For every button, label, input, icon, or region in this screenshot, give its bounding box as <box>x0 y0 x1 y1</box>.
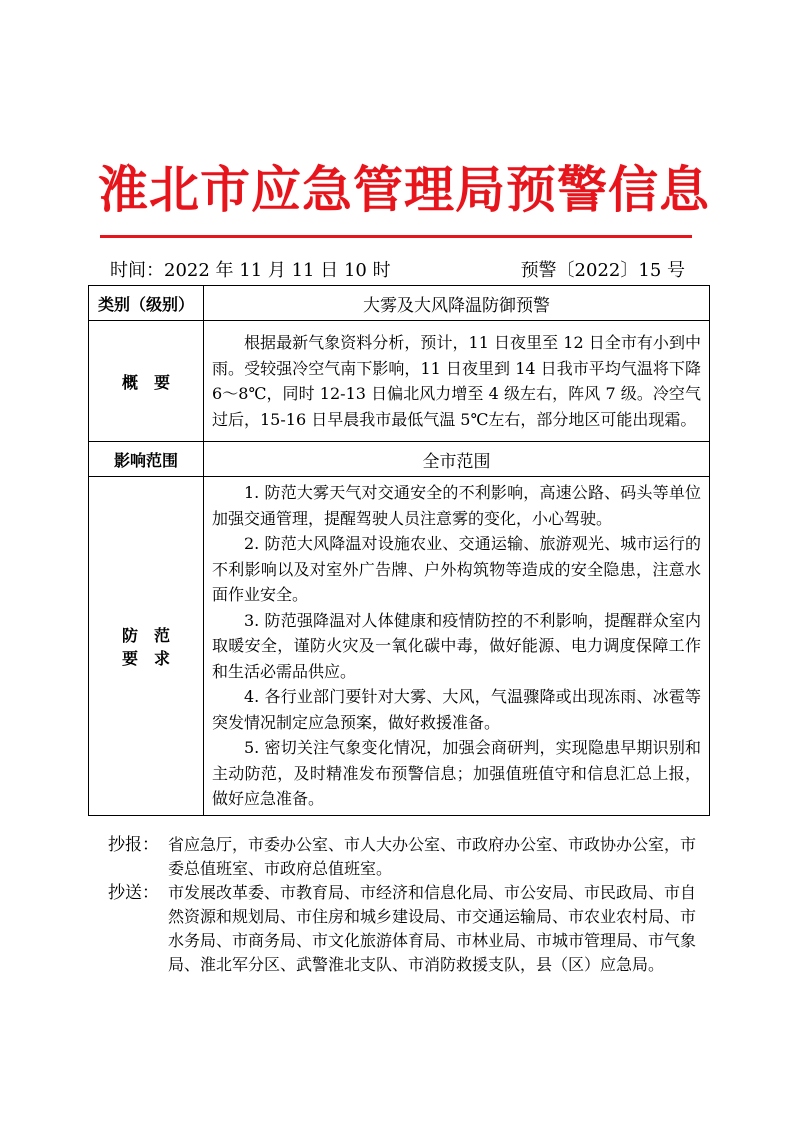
title-divider <box>100 235 692 238</box>
measure-item: 5. 密切关注气象变化情况，加强会商研判，实现隐患早期识别和主动防范，及时精准发布预警信息；加强值班值守和信息汇总上报，做好应急准备。 <box>212 738 701 808</box>
measures-label <box>89 477 204 816</box>
measure-item: 1. 防范大雾天气对交通安全的不利影响，高速公路、码头等单位加强交通管理，提醒驾驶人员注意雾的变化，小心驾驶。 <box>212 483 701 528</box>
copy-to-text: 市发展改革委、市教育局、市经济和信息化局、市公安局、市民政局、市自然资源和规划局、市住房和城乡建设局、市交通运输局、市农业农村局、市水务局、市商务局、市文化旅游体育局、市林业局、市城市管理局、市气象局、淮北军分区、武警淮北支队、市消防救援支队，县（区）应急局。 <box>168 883 697 974</box>
scope-label: 影响范围 <box>89 442 204 477</box>
scope-value: 全市范围 <box>204 442 710 477</box>
summary-row <box>89 321 710 442</box>
measures-cell <box>204 477 710 816</box>
measure-item: 4. 各行业部门要针对大雾、大风，气温骤降或出现冻雨、冰雹等突发情况制定应急预案，做好救援准备。 <box>212 687 701 732</box>
report-to-text: 省应急厅，市委办公室、市人大办公室、市政府办公室、市政协办公室，市委总值班室、市政府总值班室。 <box>168 835 697 878</box>
summary-text: 根据最新气象资料分析，预计，11 日夜里至 12 日全市有小到中雨。受较强冷空气南下影响，11 日夜里到 14 日我市平均气温将下降 6～8℃，同时 12-13 日偏北风力增至 4 级左右，阵风 7 级。冷空气过后，15-16 日早晨我市最低气温 5℃左右，部分地区可能出现霜。 <box>212 333 701 429</box>
measure-item: 2. 防范大风降温对设施农业、交通运输、旅游观光、城市运行的不利影响以及对室外广告牌、户外构筑物等造成的安全隐患，注意水面作业安全。 <box>212 534 701 604</box>
summary-label <box>89 321 204 442</box>
measures-label-line2: 要 求 <box>121 648 170 668</box>
document-title: 淮北市应急管理局预警信息 <box>98 160 710 219</box>
measures-label-line1: 防 范 <box>121 625 170 645</box>
scope-row <box>89 442 710 477</box>
issue-time: 时间：2022 年 11 月 11 日 10 时 <box>110 260 391 281</box>
report-to-block <box>108 833 702 881</box>
copy-to-block <box>108 881 702 977</box>
copy-to-label: 抄送： <box>108 883 159 903</box>
summary-label-text: 概 要 <box>121 372 170 392</box>
category-label: 类别（级别） <box>89 286 204 321</box>
measure-item: 3. 防范强降温对人体健康和疫情防控的不利影响，提醒群众室内取暖安全，谨防火灾及一氧化碳中毒，做好能源、电力调度保障工作和生活必需品供应。 <box>212 610 701 681</box>
report-to-label: 抄报： <box>108 835 159 855</box>
category-row <box>89 286 710 321</box>
summary-cell <box>204 321 710 442</box>
category-value: 大雾及大风降温防御预警 <box>204 286 710 321</box>
document-number: 预警〔2022〕15 号 <box>520 260 685 281</box>
measures-row <box>89 477 710 816</box>
warning-table <box>88 285 710 816</box>
